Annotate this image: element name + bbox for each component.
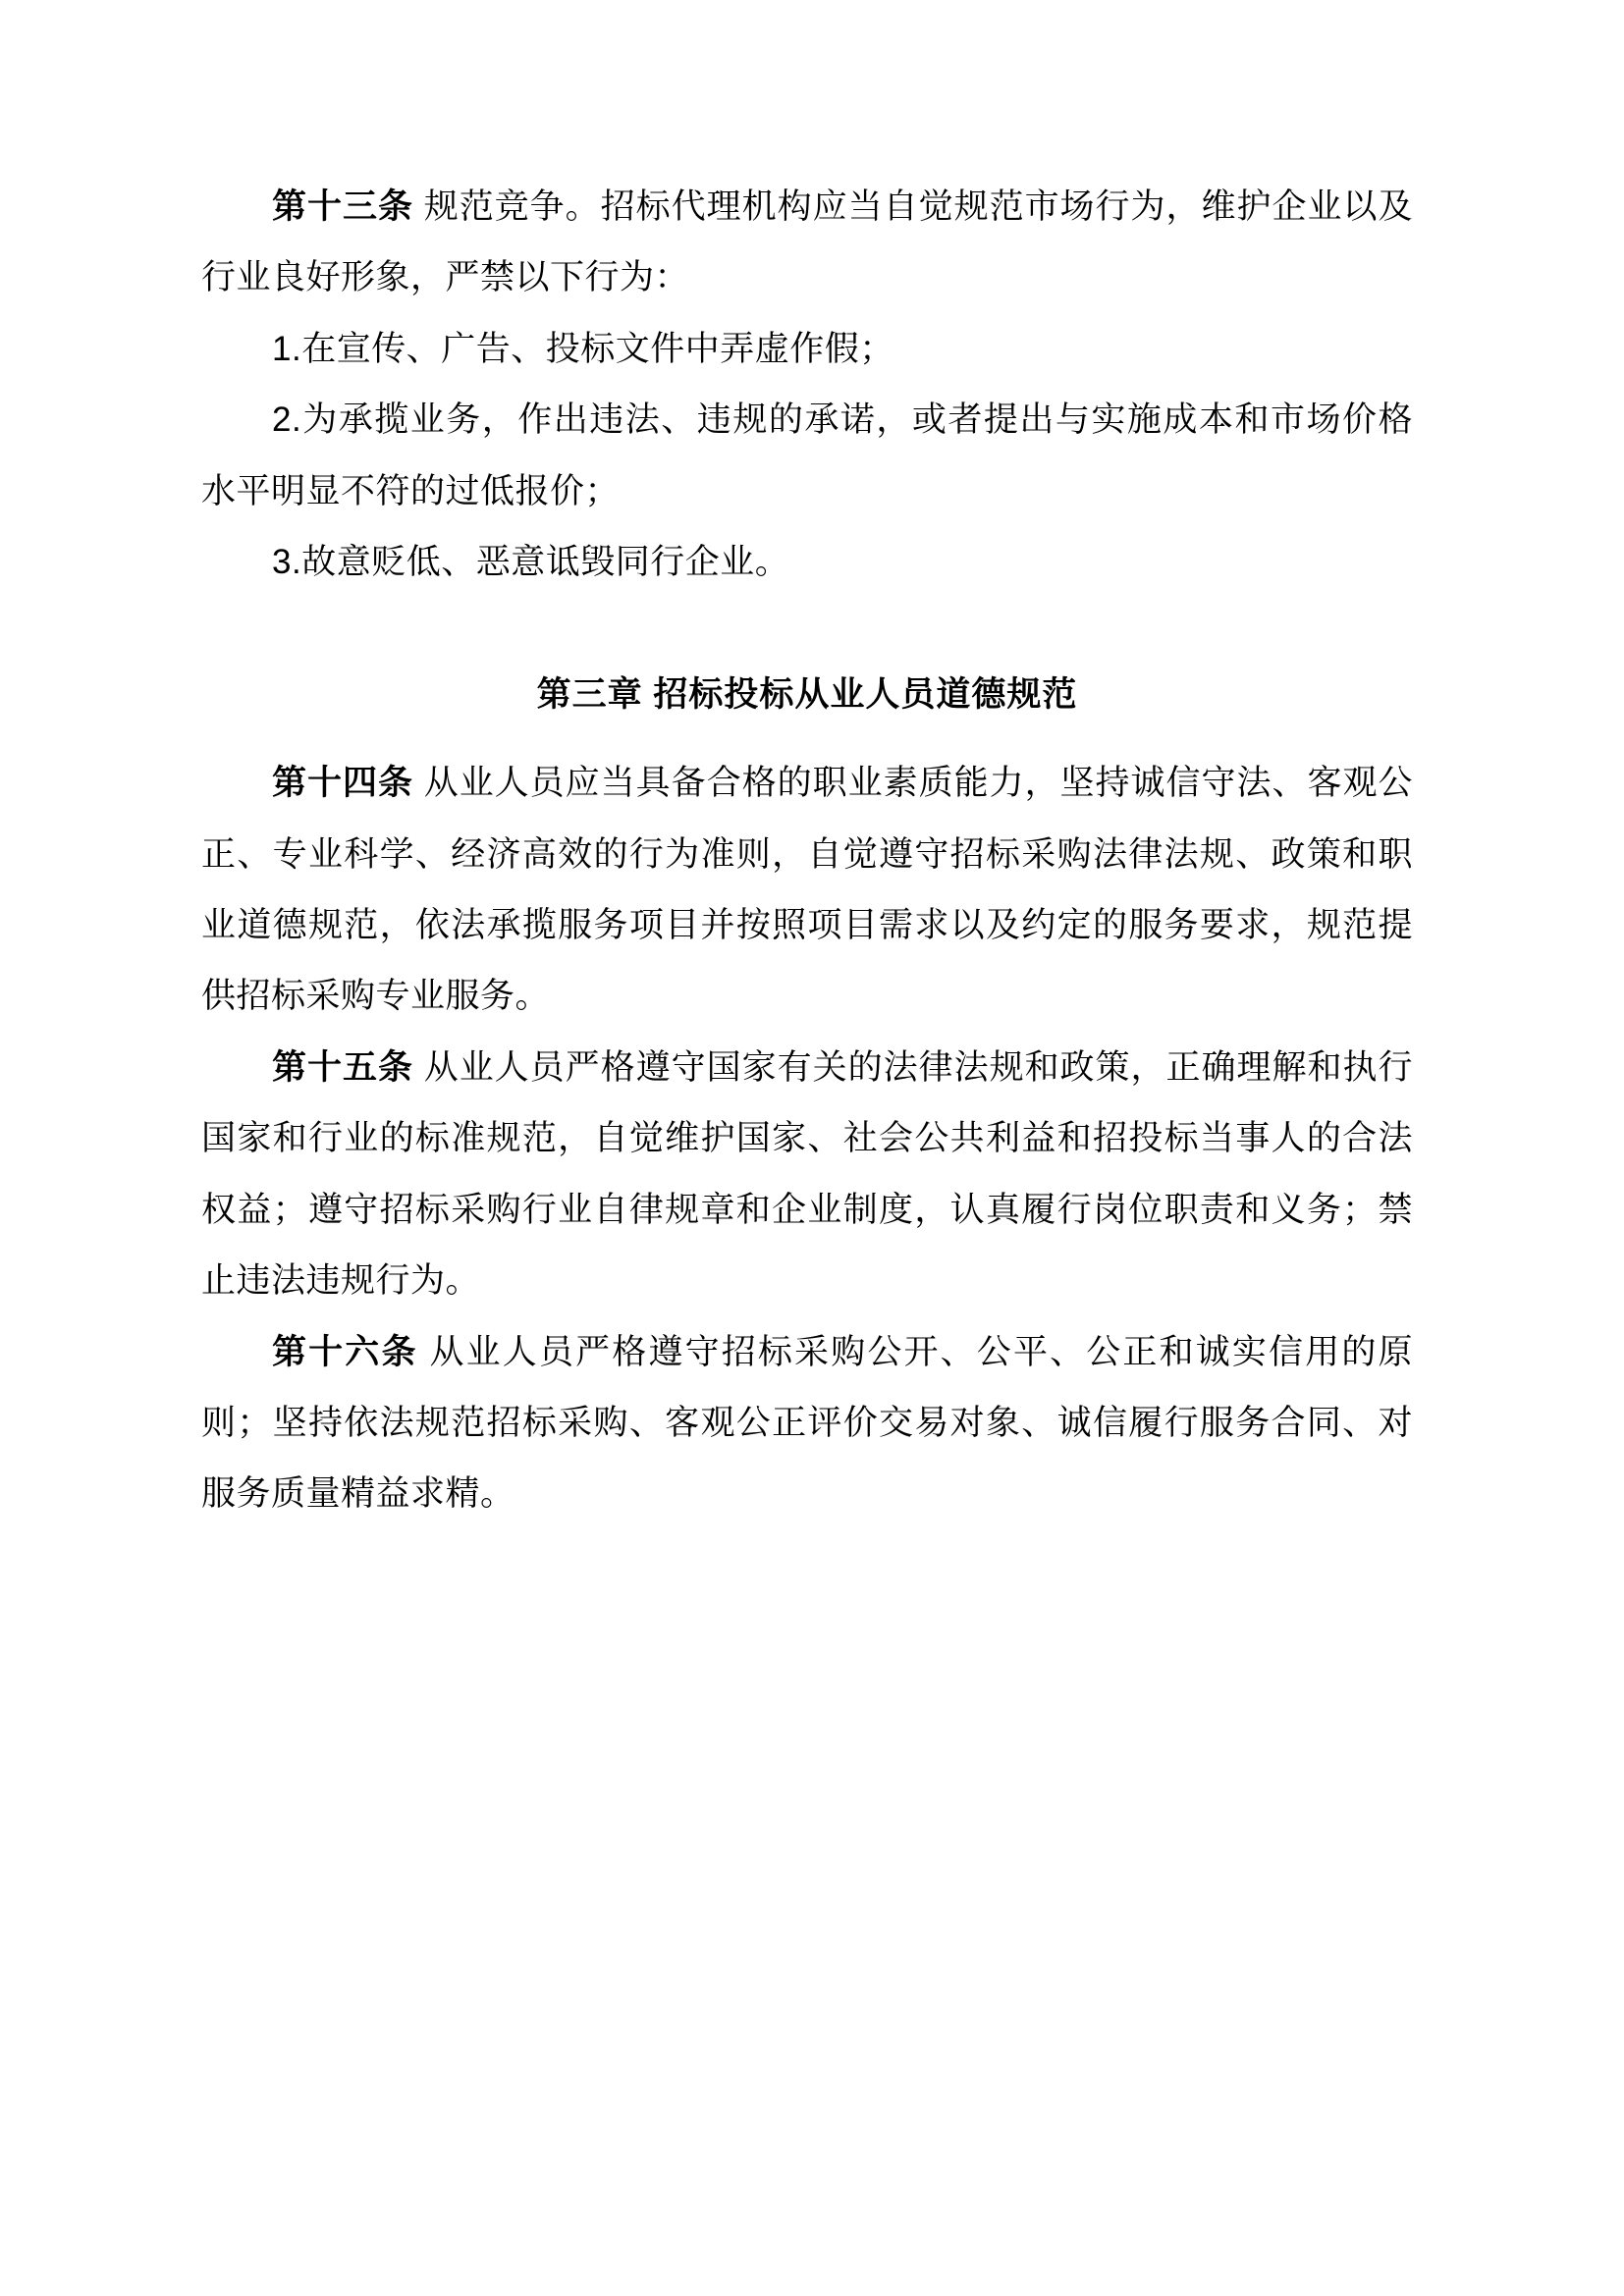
- paragraph-article15: [201, 1033, 1413, 1317]
- article-text-16: 从业人员严格遵守招标采购公开、公平、公正和诚实信用的原则；坚持依法规范招标采购、客观公正评价交易对象、诚信履行服务合同、对服务质量精益求精。: [201, 1332, 1413, 1514]
- paragraph-item-3: 3.故意贬低、恶意诋毁同行企业。: [272, 543, 790, 582]
- article-number-13: 第十三条: [272, 187, 413, 226]
- article-text-15: 从业人员严格遵守国家有关的法律法规和政策，正确理解和执行国家和行业的标准规范，自觉维护国家、社会公共利益和招投标当事人的合法权益；遵守招标采购行业自律规章和企业制度，认真履行岗位职责和义务；禁止违法违规行为。: [201, 1047, 1413, 1301]
- paragraph-item-1: 1.在宣传、广告、投标文件中弄虚作假；: [272, 329, 894, 368]
- article-number-15: 第十五条: [272, 1047, 413, 1087]
- document-body: [201, 172, 1413, 1530]
- paragraph-article13: [201, 172, 1413, 314]
- paragraph-article14: [201, 748, 1413, 1033]
- article-number-16: 第十六条: [272, 1332, 418, 1371]
- paragraph-item-2: 2.为承揽业务，作出违法、违规的承诺，或者提出与实施成本和市场价格水平明显不符的过低报价；: [201, 400, 1413, 510]
- paragraph-article16: [201, 1317, 1413, 1530]
- chapter-heading-3: 第三章 招标投标从业人员道德规范: [536, 674, 1078, 714]
- article-text-13: 规范竞争。招标代理机构应当自觉规范市场行为，维护企业以及行业良好形象，严禁以下行为：: [201, 187, 1413, 297]
- article-number-14: 第十四条: [272, 764, 413, 803]
- article-text-14: 从业人员应当具备合格的职业素质能力，坚持诚信守法、客观公正、专业科学、经济高效的行为准则，自觉遵守招标采购法律法规、政策和职业道德规范，依法承揽服务项目并按照项目需求以及约定的服务要求，规范提供招标采购专业服务。: [201, 764, 1413, 1016]
